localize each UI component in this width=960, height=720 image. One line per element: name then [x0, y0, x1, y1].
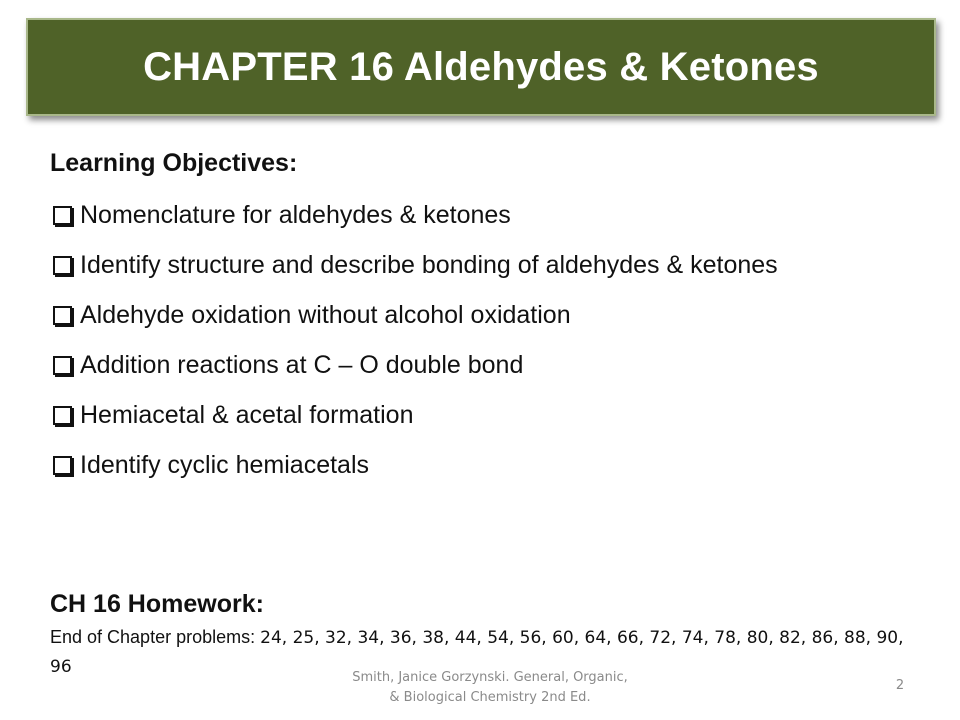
- objective-item: [50, 240, 930, 290]
- objective-item: [50, 390, 930, 440]
- objective-text: Aldehyde oxidation without alcohol oxidation: [80, 301, 571, 329]
- objectives-section: [50, 140, 930, 490]
- homework-section: [50, 585, 930, 681]
- checkbox-bullet-icon: [53, 306, 72, 325]
- page-number: 2: [895, 678, 905, 693]
- homework-heading: CH 16 Homework:: [50, 590, 264, 618]
- homework-problem-list: 24, 25, 32, 34, 36, 38, 44, 54, 56, 60, 64, 66, 72, 74, 78, 80, 82, 86, 88, 90, 96: [50, 628, 904, 677]
- footer-citation: [300, 668, 680, 708]
- checkbox-bullet-icon: [53, 456, 72, 475]
- citation-line-1: Smith, Janice Gorzynski. General, Organic,: [352, 670, 628, 685]
- objective-item: [50, 190, 930, 240]
- citation-line-2: & Biological Chemistry 2nd Ed.: [389, 690, 591, 705]
- homework-lead: End of Chapter problems:: [50, 627, 261, 647]
- checkbox-bullet-icon: [53, 206, 72, 225]
- title-banner: [26, 18, 936, 116]
- objective-text: Addition reactions at C – O double bond: [80, 351, 524, 379]
- objectives-list: [50, 190, 930, 490]
- objectives-heading: Learning Objectives:: [50, 149, 298, 177]
- checkbox-bullet-icon: [53, 356, 72, 375]
- objective-text: Identify structure and describe bonding of aldehydes & ketones: [80, 251, 778, 279]
- slide-title: CHAPTER 16 Aldehydes & Ketones: [143, 44, 819, 89]
- objective-item: [50, 440, 930, 490]
- objective-text: Identify cyclic hemiacetals: [80, 451, 370, 479]
- objective-text: Hemiacetal & acetal formation: [80, 401, 414, 429]
- objective-item: [50, 290, 930, 340]
- checkbox-bullet-icon: [53, 406, 72, 425]
- objective-item: [50, 340, 930, 390]
- checkbox-bullet-icon: [53, 256, 72, 275]
- objective-text: Nomenclature for aldehydes & ketones: [80, 201, 511, 229]
